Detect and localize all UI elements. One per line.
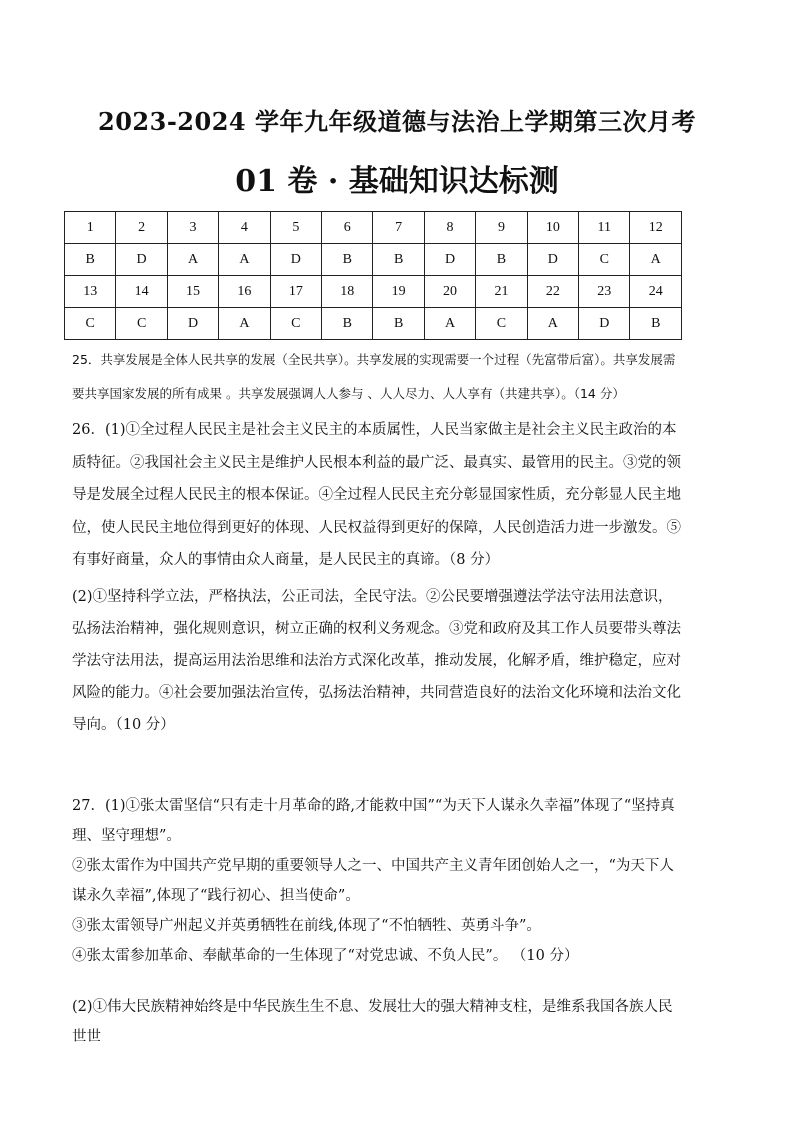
question-number-cell: 5 <box>270 212 321 244</box>
question-number-cell: 14 <box>116 276 167 308</box>
question-number-cell: 7 <box>373 212 424 244</box>
answer-cell: A <box>630 244 682 276</box>
question-number-cell: 16 <box>219 276 270 308</box>
q27-point-1: 27．(1)①张太雷坚信“只有走十月革命的路,才能救中国”“为天下人谋永久幸福”体现了“坚持真理、坚守理想”。 <box>72 798 675 844</box>
question-27-part2-answer: (2)①伟大民族精神始终是中华民族生生不息、发展壮大的强大精神支柱，是维系我国各族人民世世 <box>72 999 673 1045</box>
question-number-cell: 24 <box>630 276 682 308</box>
question-number-cell: 8 <box>424 212 475 244</box>
answer-cell: A <box>219 244 270 276</box>
question-number-row <box>65 212 682 244</box>
answer-cell: C <box>65 308 116 340</box>
question-25-answer: 25．共享发展是全体人民共享的发展（全民共享）。共享发展的实现需要一个过程（先富带后富）。共享发展需要共享国家发展的所有成果 。共享发展强调人人参与 、人人尽力、人人享有（共建共享）。（14 分） <box>72 352 676 401</box>
page-subtitle: 01 卷 · 基础知识达标测 <box>235 164 559 199</box>
question-number-cell: 20 <box>424 276 475 308</box>
answer-cell: D <box>167 308 218 340</box>
answer-cell: D <box>424 244 475 276</box>
answer-cell: B <box>630 308 682 340</box>
answer-cell: C <box>270 308 321 340</box>
question-number-cell: 18 <box>322 276 373 308</box>
question-number-cell: 6 <box>322 212 373 244</box>
question-number-cell: 11 <box>579 212 630 244</box>
question-26-part1-answer: 26．(1)①全过程人民民主是社会主义民主的本质属性，人民当家做主是社会主义民主政治的本质特征。②我国社会主义民主是维护人民根本利益的最广泛、最真实、最管用的民主。③党的领导是发展全过程人民民主的根本保证。④全过程人民民主充分彰显国家性质，充分彰显人民主地位，使人民民主地位得到更好的体现、人民权益得到更好的保障，人民创造活力进一步激发。⑤有事好商量，众人的事情由众人商量，是人民民主的真谛。（8 分） <box>72 422 681 568</box>
answer-cell: C <box>116 308 167 340</box>
answer-cell: B <box>322 244 373 276</box>
answer-cell: B <box>476 244 527 276</box>
question-number-cell: 19 <box>373 276 424 308</box>
answer-cell: D <box>116 244 167 276</box>
answer-cell: B <box>373 244 424 276</box>
question-number-cell: 2 <box>116 212 167 244</box>
answer-table <box>64 211 682 340</box>
question-number-cell: 12 <box>630 212 682 244</box>
answer-cell: C <box>579 244 630 276</box>
question-number-cell: 3 <box>167 212 218 244</box>
answer-cell: A <box>167 244 218 276</box>
answer-row <box>65 308 682 340</box>
question-26-part2-answer: (2)①坚持科学立法，严格执法，公正司法，全民守法。②公民要增强遵法学法守法用法意识，弘扬法治精神，强化规则意识，树立正确的权利义务观念。③党和政府及其工作人员要带头尊法学法守法用法，提高运用法治思维和法治方式深化改革，推动发展，化解矛盾，维护稳定，应对风险的能力。④社会要加强法治宣传，弘扬法治精神，共同营造良好的法治文化环境和法治文化导向。（10 分） <box>72 589 681 733</box>
answer-cell: A <box>527 308 578 340</box>
question-number-cell: 4 <box>219 212 270 244</box>
question-number-cell: 22 <box>527 276 578 308</box>
answer-cell: D <box>579 308 630 340</box>
answer-cell: B <box>373 308 424 340</box>
question-number-cell: 17 <box>270 276 321 308</box>
question-27-part1-answer <box>72 791 684 971</box>
question-number-cell: 13 <box>65 276 116 308</box>
question-number-cell: 10 <box>527 212 578 244</box>
q27-point-2: ②张太雷作为中国共产党早期的重要领导人之一、中国共产主义青年团创始人之一，“为天下人谋永久幸福”,体现了“践行初心、担当使命”。 <box>72 858 674 904</box>
q27-point-4: ④张太雷参加革命、奉献革命的一生体现了“对党忠诚、不负人民”。 （10 分） <box>72 948 579 964</box>
question-number-row <box>65 276 682 308</box>
answer-row <box>65 244 682 276</box>
answer-cell: A <box>424 308 475 340</box>
answer-cell: D <box>270 244 321 276</box>
question-number-cell: 1 <box>65 212 116 244</box>
question-number-cell: 15 <box>167 276 218 308</box>
answer-cell: B <box>65 244 116 276</box>
answer-cell: B <box>322 308 373 340</box>
answer-cell: C <box>476 308 527 340</box>
q27-point-3: ③张太雷领导广州起义并英勇牺牲在前线,体现了“不怕牺牲、英勇斗争”。 <box>72 918 541 934</box>
answer-cell: A <box>219 308 270 340</box>
question-number-cell: 23 <box>579 276 630 308</box>
question-number-cell: 21 <box>476 276 527 308</box>
page-title: 2023-2024 学年九年级道德与法治上学期第三次月考 <box>98 107 696 136</box>
answer-cell: D <box>527 244 578 276</box>
question-number-cell: 9 <box>476 212 527 244</box>
